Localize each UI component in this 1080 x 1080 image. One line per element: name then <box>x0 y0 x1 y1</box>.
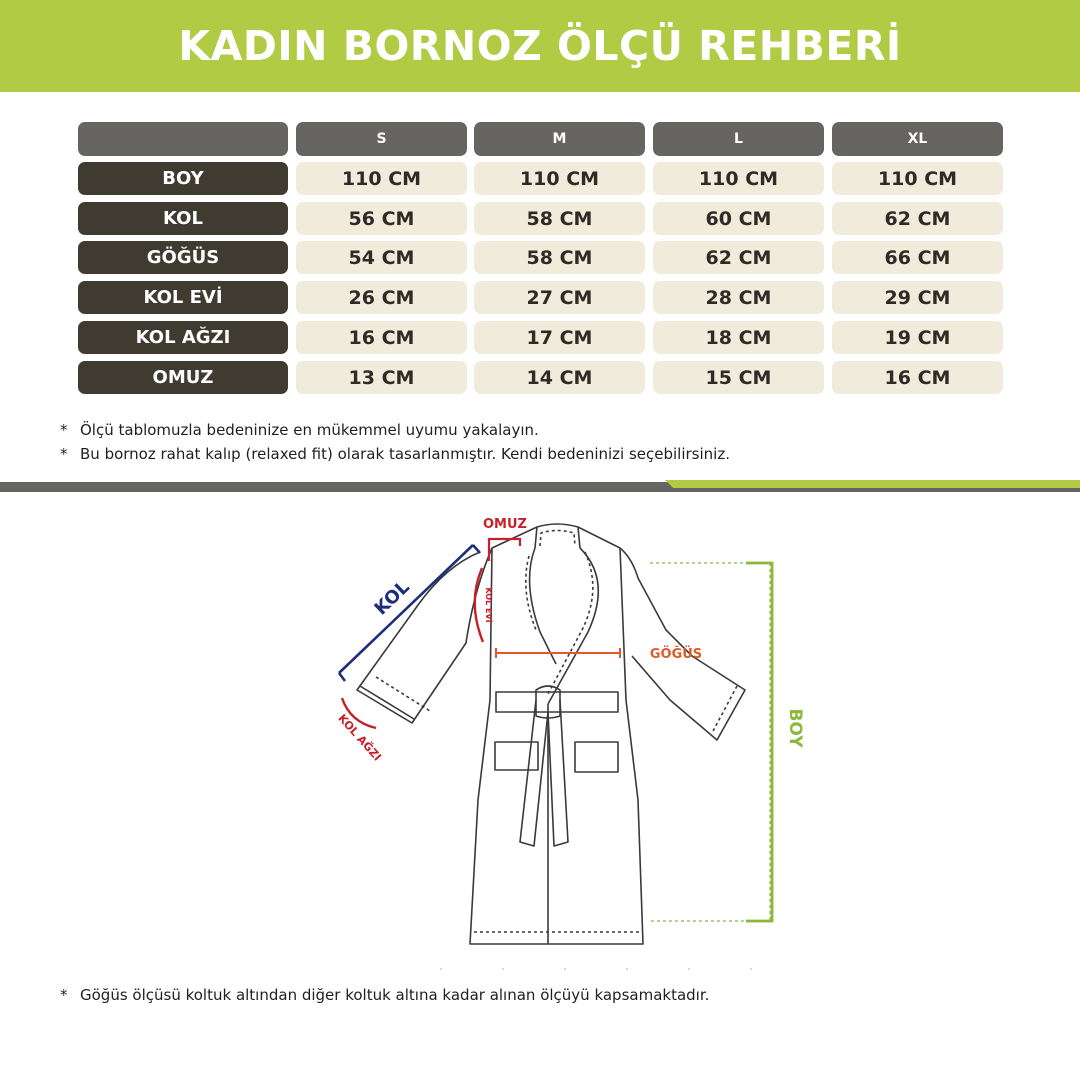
omuz-label: OMUZ <box>483 517 527 532</box>
row-label: GÖĞÜS <box>78 241 288 274</box>
value-cell-m: 110 CM <box>474 162 645 195</box>
value-cell-l: 62 CM <box>653 241 824 274</box>
value-cell-l: 110 CM <box>653 162 824 195</box>
value-cell-m: 27 CM <box>474 281 645 314</box>
kol-label: KOL <box>370 576 414 620</box>
value-cell-m: 58 CM <box>474 202 645 235</box>
page-title: KADIN BORNOZ ÖLÇÜ REHBERİ <box>178 22 902 70</box>
value-cell-l: 15 CM <box>653 361 824 394</box>
note-marker: * <box>60 986 68 1004</box>
note-marker: * <box>60 445 68 463</box>
size-header-s: S <box>296 122 467 156</box>
note-text: Göğüs ölçüsü koltuk altından diğer koltuk altına kadar alınan ölçüyü kapsamaktadır. <box>80 986 710 1004</box>
kol-agzi-label: KOL AĞZI <box>335 711 384 764</box>
value-cell-s: 16 CM <box>296 321 467 354</box>
footer-note <box>60 986 709 1004</box>
bathrobe-illustration <box>357 524 745 944</box>
value-cell-l: 18 CM <box>653 321 824 354</box>
kol-evi-label: KOL EVİ <box>484 587 493 623</box>
row-label: KOL EVİ <box>78 281 288 314</box>
value-cell-xl: 66 CM <box>832 241 1003 274</box>
size-header-m: M <box>474 122 645 156</box>
value-cell-xl: 19 CM <box>832 321 1003 354</box>
value-cell-s: 13 CM <box>296 361 467 394</box>
value-cell-s: 110 CM <box>296 162 467 195</box>
value-cell-xl: 110 CM <box>832 162 1003 195</box>
value-cell-m: 14 CM <box>474 361 645 394</box>
value-cell-m: 58 CM <box>474 241 645 274</box>
value-cell-xl: 16 CM <box>832 361 1003 394</box>
boy-label: BOY <box>785 708 805 748</box>
value-cell-s: 26 CM <box>296 281 467 314</box>
value-cell-s: 56 CM <box>296 202 467 235</box>
value-cell-s: 54 CM <box>296 241 467 274</box>
value-cell-xl: 29 CM <box>832 281 1003 314</box>
value-cell-m: 17 CM <box>474 321 645 354</box>
note-text: Ölçü tablomuzla bedeninize en mükemmel uyumu yakalayın. <box>80 421 539 439</box>
note-text: Bu bornoz rahat kalıp (relaxed fit) olarak tasarlanmıştır. Kendi bedeninizi seçebilirsiniz. <box>80 445 730 463</box>
note-marker: * <box>60 421 68 439</box>
row-label: OMUZ <box>78 361 288 394</box>
row-label: KOL <box>78 202 288 235</box>
size-header-xl: XL <box>832 122 1003 156</box>
gogus-label: GÖĞÜS <box>649 647 703 662</box>
value-cell-l: 28 CM <box>653 281 824 314</box>
row-label: KOL AĞZI <box>78 321 288 354</box>
row-label: BOY <box>78 162 288 195</box>
value-cell-xl: 62 CM <box>832 202 1003 235</box>
value-cell-l: 60 CM <box>653 202 824 235</box>
size-header-l: L <box>653 122 824 156</box>
